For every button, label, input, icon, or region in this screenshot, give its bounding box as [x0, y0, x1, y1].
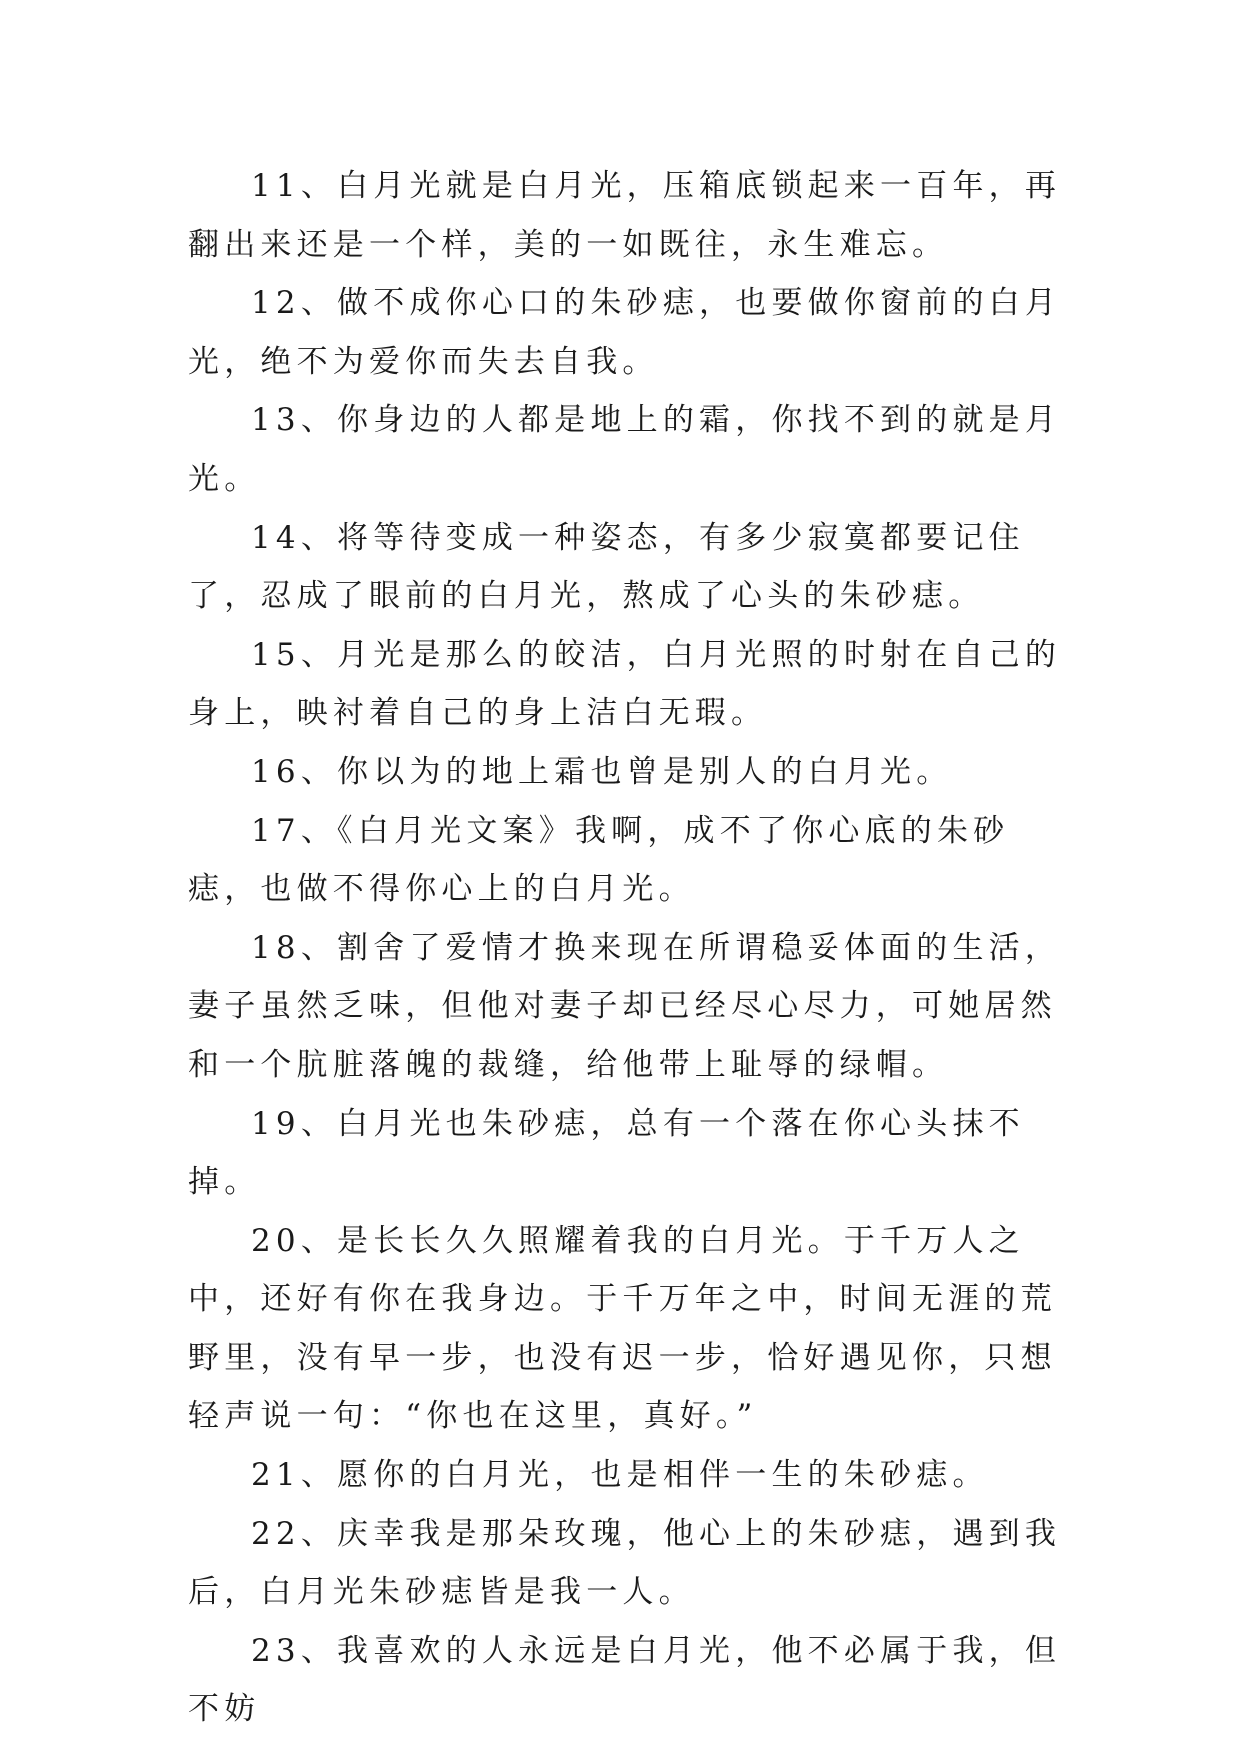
- paragraph-19: 19、白月光也朱砂痣，总有一个落在你心头抹不掉。: [188, 1105, 1025, 1201]
- paragraph-18: 18、割舍了爱情才换来现在所谓稳妥体面的生活，妻子虽然乏味，但他对妻子却已经尽心尽力，可她居然和一个肮脏落魄的裁缝，给他带上耻辱的绿帽。: [188, 929, 1062, 1083]
- paragraph-16: 16、你以为的地上霜也曾是别人的白月光。: [251, 753, 953, 790]
- paragraph-17: 17、《白月光文案》我啊，成不了你心底的朱砂痣，也做不得你心上的白月光。: [188, 812, 1010, 908]
- paragraph-21: 21、愿你的白月光，也是相伴一生的朱砂痣。: [251, 1457, 989, 1494]
- paragraph-13: 13、你身边的人都是地上的霜，你找不到的就是月光。: [188, 402, 1062, 497]
- paragraph-14: 14、将等待变成一种姿态，有多少寂寞都要记住了，忍成了眼前的白月光，熬成了心头的朱砂痣。: [188, 519, 1025, 615]
- paragraph-20: 20、是长长久久照耀着我的白月光。于千万人之中，还好有你在我身边。于千万年之中，时间无涯的荒野里，没有早一步，也没有迟一步，恰好遇见你，只想轻声说一句：“你也在这里，真好。”: [188, 1222, 1057, 1435]
- paragraph-12: 12、做不成你心口的朱砂痣，也要做你窗前的白月光，绝不为爱你而失去自我。: [188, 285, 1062, 380]
- paragraph-23: 23、我喜欢的人永远是白月光，他不必属于我，但不妨: [188, 1632, 1062, 1728]
- paragraph-22: 22、庆幸我是那朵玫瑰，他心上的朱砂痣，遇到我后，白月光朱砂痣皆是我一人。: [188, 1515, 1062, 1611]
- paragraph-11: 11、白月光就是白月光，压箱底锁起来一百年，再翻出来还是一个样，美的一如既往，永生难忘。: [188, 168, 1062, 263]
- paragraph-15: 15、月光是那么的皎洁，白月光照的时射在自己的身上，映衬着自己的身上洁白无瑕。: [188, 636, 1062, 732]
- document-body: [188, 157, 1068, 1739]
